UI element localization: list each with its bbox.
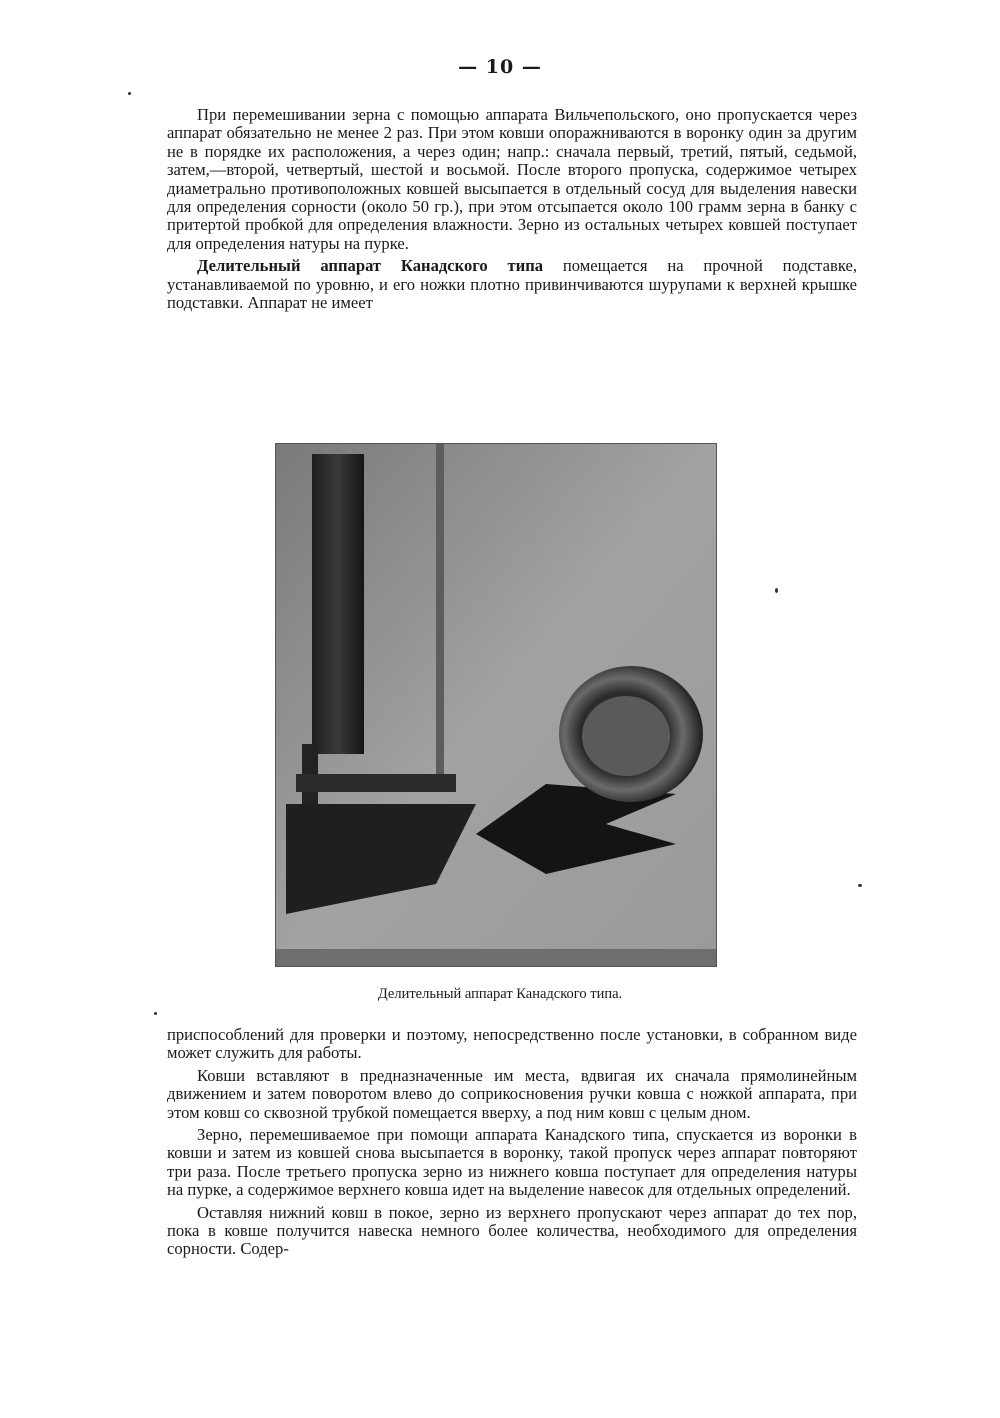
photo-bottom-edge bbox=[276, 949, 716, 966]
bowl-inner-shape bbox=[582, 696, 670, 776]
figure-caption: Делительный аппарат Канадского типа. bbox=[377, 986, 623, 1002]
paragraph-vilchepolsky: При перемешивании зерна с помощью аппарата Вильчепольского, оно пропускается через аппарат обязательно не менее 2 раз. При этом ковши опоражниваются в воронку один за другим не в порядке их расположения, а через один; напр.: сначала первый, третий, пятый, седьмой, затем,—второй, четвертый, шестой и восьмой. После второго пропуска, содержимое четырех диаметрально противоположных ковшей высыпается в отдельный сосуд для выделения навески для определения сорности (около 50 гр.), при этом отсыпается около 100 грамм зерна в банку с притертой пробкой для определения влажности. Зерно из остальных четырех ковшей поступает для определения натуры на пурке. bbox=[167, 105, 857, 253]
paragraph-lower-bucket: Оставляя нижний ковш в покое, зерно из верхнего пропускают через аппарат до тех пор, пока в ковше получится навеска немного более количества, необходимого для определения сорности. Содер- bbox=[167, 1202, 857, 1259]
paragraph-canadian-intro-text: помещается на прочной подставке, устанавливаемой по уровню, и его ножки плотно привинчиваются шурупами к верхней крышке подставки. Аппарат не имеет bbox=[167, 256, 858, 313]
text-block-bottom bbox=[167, 1026, 857, 1263]
figure-canadian-divider-photo bbox=[275, 443, 717, 967]
crossbar-shape bbox=[296, 774, 456, 792]
scan-speck bbox=[154, 1012, 157, 1015]
paragraph-grain-mixing: Зерно, перемешиваемое при помощи аппарата Канадского типа, спускается из воронки в ковши и затем из ковшей снова высыпается в воронку, такой пропуск через аппарат повторяют три раза. После третьего пропуска зерно из нижнего ковша поступает для определения натуры на пурке, а содержимое верхнего ковша идет на выделение навесок для отдельных определений. bbox=[167, 1125, 857, 1200]
funnel-tube-shape bbox=[312, 454, 364, 754]
photo-illustration bbox=[276, 444, 716, 966]
scan-speck bbox=[128, 92, 131, 95]
stand-leg-right bbox=[436, 444, 444, 774]
scan-speck bbox=[858, 884, 862, 887]
paragraph-bold-lead: Делительный аппарат Канадского типа bbox=[197, 256, 544, 276]
scan-speck bbox=[775, 588, 778, 593]
paragraph-buckets: Ковши вставляют в предназначенные им места, вдвигая их сначала прямолинейным движением и затем поворотом влево до соприкосновения ручки ковша с ножкой аппарата, при этом ковш со сквозной трубкой помещается вверху, а под ним ковш с целым дном. bbox=[167, 1065, 857, 1122]
text-block-top bbox=[167, 106, 857, 316]
page-number: — 10 — bbox=[458, 56, 542, 78]
paragraph-canadian-intro bbox=[167, 257, 857, 312]
paragraph-continuation: приспособлений для проверки и поэтому, непосредственно после установки, в собранном виде может служить для работы. bbox=[167, 1025, 857, 1063]
